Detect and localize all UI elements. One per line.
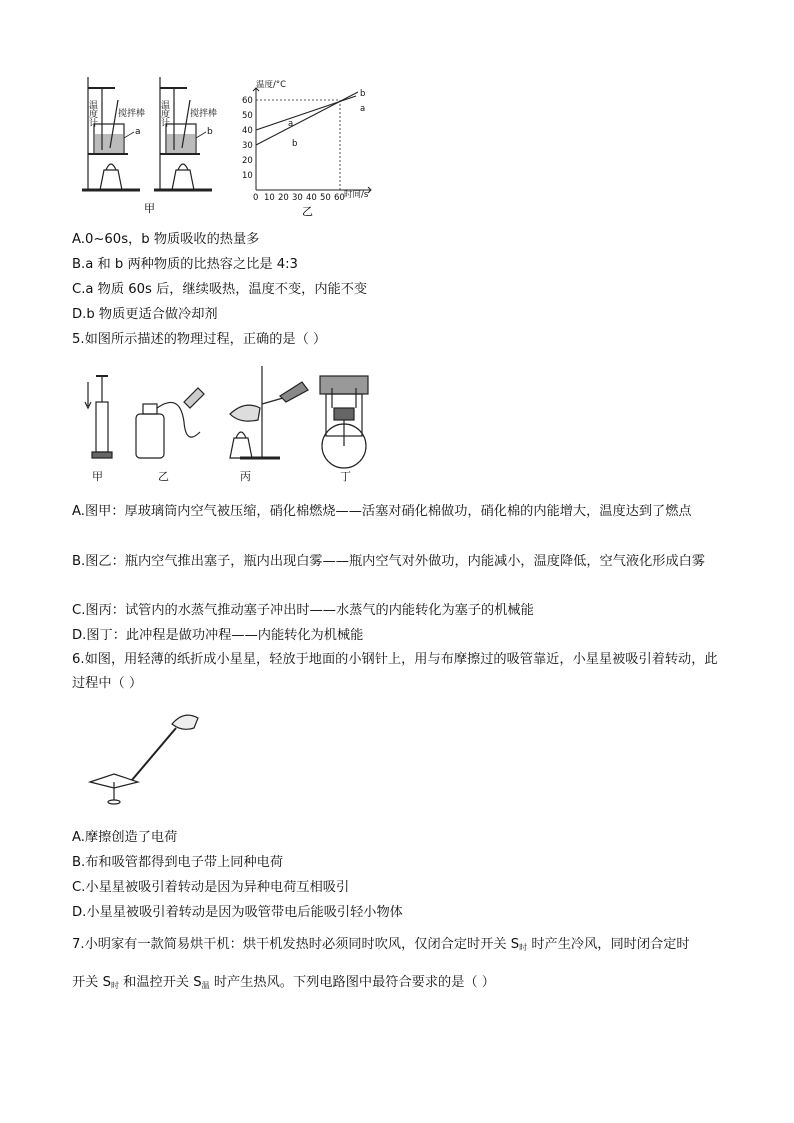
beaker-label-b: b bbox=[207, 127, 213, 137]
caption-jia: 甲 bbox=[144, 202, 155, 215]
q5-stem: 5.如图所示描述的物理过程，正确的是（ ） bbox=[72, 332, 327, 347]
caption-yi: 乙 bbox=[158, 470, 169, 483]
graph-line-b bbox=[256, 92, 358, 145]
q6-option-b: B.布和吸管都得到电子带上同种电荷 bbox=[72, 855, 284, 870]
q6-stem: 6.如图，用轻薄的纸折成小星星，轻放于地面的小钢针上，用与布摩擦过的吸管靠近，小星星被吸引着转动，此过程中（ ） bbox=[72, 652, 718, 691]
xtick: 10 bbox=[264, 193, 275, 203]
graph-xlabel: 时间/s bbox=[344, 190, 369, 200]
ytick: 50 bbox=[242, 111, 253, 121]
q5-option-d: D.图丁：此冲程是做功冲程——内能转化为机械能 bbox=[72, 628, 364, 643]
q7-stem-line1: 7.小明家有一款简易烘干机：烘干机发热时必须同时吹风，仅闭合定时开关 $S_时$ 时产生冷风，同时闭合定时 bbox=[72, 937, 690, 952]
thermometer-label-1: 温度计 bbox=[87, 100, 97, 127]
q5-option-a: A.图甲：厚玻璃筒内空气被压缩，硝化棉燃烧——活塞对硝化棉做功，硝化棉的内能增大，温度达到了燃点 bbox=[72, 504, 692, 519]
q7-stem-line2: 开关 $S_时$ 和温控开关 $S_温$ 时产生热风。下列电路图中最符合要求的是（ ） bbox=[72, 975, 495, 990]
ytick: 40 bbox=[242, 126, 253, 136]
q5-figures bbox=[80, 362, 380, 488]
line-a-end-label: a bbox=[360, 104, 366, 114]
xtick: 40 bbox=[306, 193, 317, 203]
xtick: 0 bbox=[253, 193, 259, 203]
ytick: 30 bbox=[242, 141, 253, 151]
q4-option-d: D.b 物质更适合做冷却剂 bbox=[72, 307, 218, 322]
q4-option-a: A.0~60s，b 物质吸收的热量多 bbox=[72, 232, 260, 247]
figure-yi-graph bbox=[236, 80, 376, 220]
caption-jia: 甲 bbox=[92, 470, 103, 483]
q6-option-d: D.小星星被吸引着转动是因为吸管带电后能吸引轻小物体 bbox=[72, 905, 403, 920]
beaker-label-a: a bbox=[135, 127, 141, 137]
xtick: 60 bbox=[334, 193, 345, 203]
ytick: 20 bbox=[242, 156, 253, 166]
line-b-label: b bbox=[292, 139, 298, 149]
caption-yi: 乙 bbox=[302, 205, 313, 218]
ytick: 10 bbox=[242, 171, 253, 181]
q6-option-a: A.摩擦创造了电荷 bbox=[72, 830, 178, 845]
ytick: 60 bbox=[242, 96, 253, 106]
caption-ding: 丁 bbox=[340, 470, 351, 483]
xtick: 50 bbox=[320, 193, 331, 203]
stirrer-label-2: 搅拌棒 bbox=[190, 109, 218, 119]
q5-option-c: C.图丙：试管内的水蒸气推动塞子冲出时——水蒸气的内能转化为塞子的机械能 bbox=[72, 603, 534, 618]
q6-option-c: C.小星星被吸引着转动是因为异种电荷互相吸引 bbox=[72, 880, 350, 895]
line-a-label: a bbox=[288, 119, 294, 129]
q4-option-b: B.a 和 b 两种物质的比热容之比是 4:3 bbox=[72, 257, 298, 272]
figure-jia bbox=[80, 72, 220, 222]
caption-bing: 丙 bbox=[240, 470, 251, 483]
q6-figure bbox=[84, 704, 214, 814]
xtick: 20 bbox=[278, 193, 289, 203]
xtick: 30 bbox=[292, 193, 303, 203]
graph-ylabel: 温度/°C bbox=[256, 80, 287, 90]
q4-option-c: C.a 物质 60s 后，继续吸热，温度不变，内能不变 bbox=[72, 282, 368, 297]
q5-option-b: B.图乙：瓶内空气推出塞子，瓶内出现白雾——瓶内空气对外做功，内能减小，温度降低，空气液化形成白雾 bbox=[72, 554, 706, 569]
line-b-end-label: b bbox=[360, 89, 366, 99]
stirrer-label-1: 搅拌棒 bbox=[118, 109, 146, 119]
thermometer-label-2: 温度计 bbox=[159, 100, 169, 127]
